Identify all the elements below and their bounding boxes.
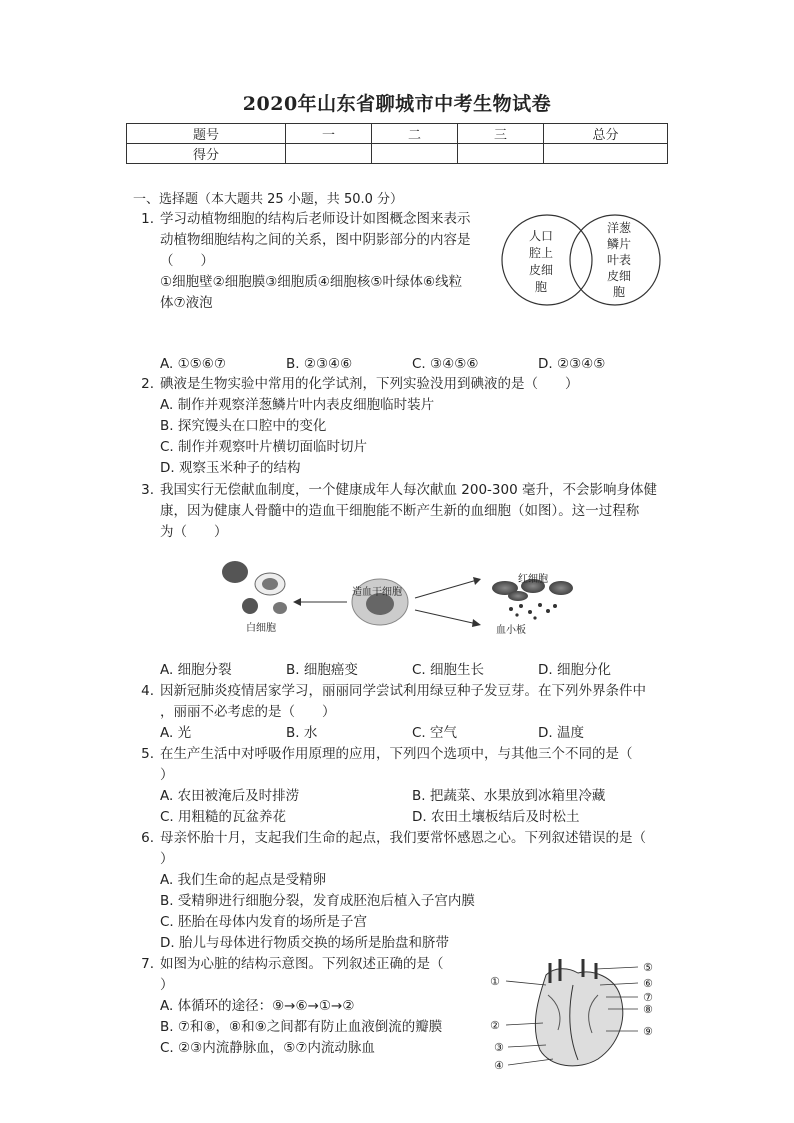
- score-cell[interactable]: [372, 144, 458, 164]
- option[interactable]: B. 细胞癌变: [286, 662, 358, 678]
- score-table: [126, 123, 668, 164]
- q4-line: 因新冠肺炎疫情居家学习，丽丽同学尝试利用绿豆种子发豆芽。在下列外界条件中: [160, 683, 646, 699]
- option[interactable]: A. 制作并观察洋葱鳞片叶内表皮细胞临时装片: [160, 397, 435, 413]
- q3-line: 我国实行无偿献血制度，一个健康成年人每次献血 200-300 毫升，不会影响身体健: [160, 482, 657, 498]
- q6-line: ）: [160, 851, 174, 867]
- option[interactable]: D. 农田土壤板结后及时松土: [412, 809, 580, 825]
- question-number: 4.: [141, 683, 154, 699]
- q1-line: 动植物细胞结构之间的关系，图中阴影部分的内容是: [160, 232, 471, 248]
- question-number: 6.: [141, 830, 154, 846]
- option[interactable]: C. 细胞生长: [412, 662, 485, 678]
- option[interactable]: A. 农田被淹后及时排涝: [160, 788, 300, 804]
- platelet: [546, 609, 550, 613]
- red-blood-cell: [508, 591, 528, 601]
- fig-label-platelet: 血小板: [496, 625, 526, 636]
- header-cell: 二: [372, 124, 458, 144]
- q3-line: 为（ ）: [160, 524, 228, 540]
- option[interactable]: C. 空气: [412, 725, 458, 741]
- option[interactable]: D. 温度: [538, 725, 584, 741]
- option[interactable]: B. 受精卵进行细胞分裂，发育成胚泡后植入子宫内膜: [160, 893, 475, 909]
- heart-label-9: ⑨: [643, 1025, 653, 1038]
- q1-line: （ ）: [160, 253, 214, 269]
- fig-label-red-cell: 红细胞: [518, 574, 548, 585]
- question-number: 1.: [141, 211, 154, 227]
- heart-label-8: ⑧: [643, 1003, 653, 1016]
- option[interactable]: C. ③④⑤⑥: [412, 356, 479, 372]
- question-number: 2.: [141, 376, 154, 392]
- option[interactable]: A. ①⑤⑥⑦: [160, 356, 226, 372]
- q7-line: 如图为心脏的结构示意图。下列叙述正确的是（: [160, 956, 444, 972]
- q1-line: 学习动植物细胞的结构后老师设计如图概念图来表示: [160, 211, 471, 227]
- white-blood-cell: [273, 602, 287, 614]
- question-number: 3.: [141, 482, 154, 498]
- heart-outline: [535, 969, 622, 1066]
- option[interactable]: A. 光: [160, 725, 192, 741]
- heart-label-1: ①: [490, 975, 500, 988]
- platelet: [528, 610, 532, 614]
- q2-stem: 碘液是生物实验中常用的化学试剂，下列实验没用到碘液的是（ ）: [160, 376, 579, 392]
- option[interactable]: B. 把蔬菜、水果放到冰箱里冷藏: [412, 788, 606, 804]
- heart-label-7: ⑦: [643, 991, 653, 1004]
- q3-line: 康，因为健康人骨髓中的造血干细胞能不断产生新的血细胞（如图）。这一过程称: [160, 503, 640, 519]
- red-blood-cell: [549, 581, 573, 595]
- header-cell: 三: [458, 124, 544, 144]
- arrow-down-right: [415, 610, 477, 624]
- option[interactable]: D. ②③④⑤: [538, 356, 606, 372]
- header-cell: 题号: [127, 124, 286, 144]
- score-cell[interactable]: [544, 144, 668, 164]
- heart-label-6: ⑥: [643, 977, 653, 990]
- score-table-row: [127, 144, 668, 164]
- venn-right-label: 洋葱 鳞片 叶表 皮细 胞: [606, 221, 631, 299]
- option[interactable]: B. ⑦和⑧，⑧和⑨之间都有防止血液倒流的瓣膜: [160, 1019, 443, 1035]
- option[interactable]: D. 观察玉米种子的结构: [160, 460, 301, 476]
- row-label: 得分: [127, 144, 286, 164]
- platelet: [519, 604, 523, 608]
- platelet: [553, 604, 557, 608]
- section-heading: 一、选择题（本大题共 25 小题，共 50.0 分）: [133, 192, 404, 207]
- heart-label-3: ③: [494, 1041, 504, 1054]
- option[interactable]: A. 体循环的途径：⑨→⑥→①→②: [160, 998, 355, 1014]
- question-number: 5.: [141, 746, 154, 762]
- header-cell: 总分: [544, 124, 668, 144]
- heart-label-5: ⑤: [643, 961, 653, 974]
- white-blood-cell: [242, 598, 258, 614]
- option[interactable]: C. 用粗糙的瓦盆养花: [160, 809, 287, 825]
- option[interactable]: A. 我们生命的起点是受精卵: [160, 872, 327, 888]
- platelet: [509, 607, 513, 611]
- platelet: [533, 616, 536, 619]
- fig-label-white-cell: 白细胞: [246, 623, 276, 634]
- fig-label-stem-cell: 造血干细胞: [352, 587, 402, 598]
- option[interactable]: C. 制作并观察叶片横切面临时切片: [160, 439, 368, 455]
- score-cell[interactable]: [458, 144, 544, 164]
- venn-diagram: [500, 210, 665, 310]
- white-blood-cell: [222, 561, 248, 583]
- venn-left-label: 人口 腔上 皮细 胞: [528, 229, 553, 294]
- q5-line: 在生产生活中对呼吸作用原理的应用，下列四个选项中，与其他三个不同的是（: [160, 746, 633, 762]
- option[interactable]: D. 细胞分化: [538, 662, 611, 678]
- q5-line: ）: [160, 767, 174, 783]
- heart-diagram: [488, 955, 668, 1075]
- option[interactable]: A. 细胞分裂: [160, 662, 232, 678]
- q4-line: ，丽丽不必考虑的是（ ）: [160, 704, 336, 720]
- option[interactable]: D. 胎儿与母体进行物质交换的场所是胎盘和脐带: [160, 935, 449, 951]
- platelet: [538, 603, 542, 607]
- heart-label-2: ②: [490, 1019, 500, 1032]
- platelet: [515, 613, 518, 616]
- option[interactable]: B. ②③④⑥: [286, 356, 353, 372]
- q1-line: 体⑦液泡: [160, 295, 213, 311]
- q1-line: ①细胞壁②细胞膜③细胞质④细胞核⑤叶绿体⑥线粒: [160, 274, 463, 290]
- q7-line: ）: [160, 977, 174, 993]
- option[interactable]: B. 探究馒头在口腔中的变化: [160, 418, 327, 434]
- score-cell[interactable]: [286, 144, 372, 164]
- header-cell: 一: [286, 124, 372, 144]
- white-blood-cell-nucleus: [262, 578, 278, 590]
- option[interactable]: C. ②③内流静脉血，⑤⑦内流动脉血: [160, 1040, 375, 1056]
- option[interactable]: C. 胚胎在母体内发育的场所是子宫: [160, 914, 368, 930]
- q6-line: 母亲怀胎十月，支起我们生命的起点，我们要常怀感恩之心。下列叙述错误的是（: [160, 830, 646, 846]
- arrow-up-right: [415, 580, 477, 598]
- option[interactable]: B. 水: [286, 725, 318, 741]
- heart-label-4: ④: [494, 1059, 504, 1072]
- question-number: 7.: [141, 956, 154, 972]
- score-table-header-row: [127, 124, 668, 144]
- page-title: 2020年山东省聊城市中考生物试卷: [242, 93, 552, 115]
